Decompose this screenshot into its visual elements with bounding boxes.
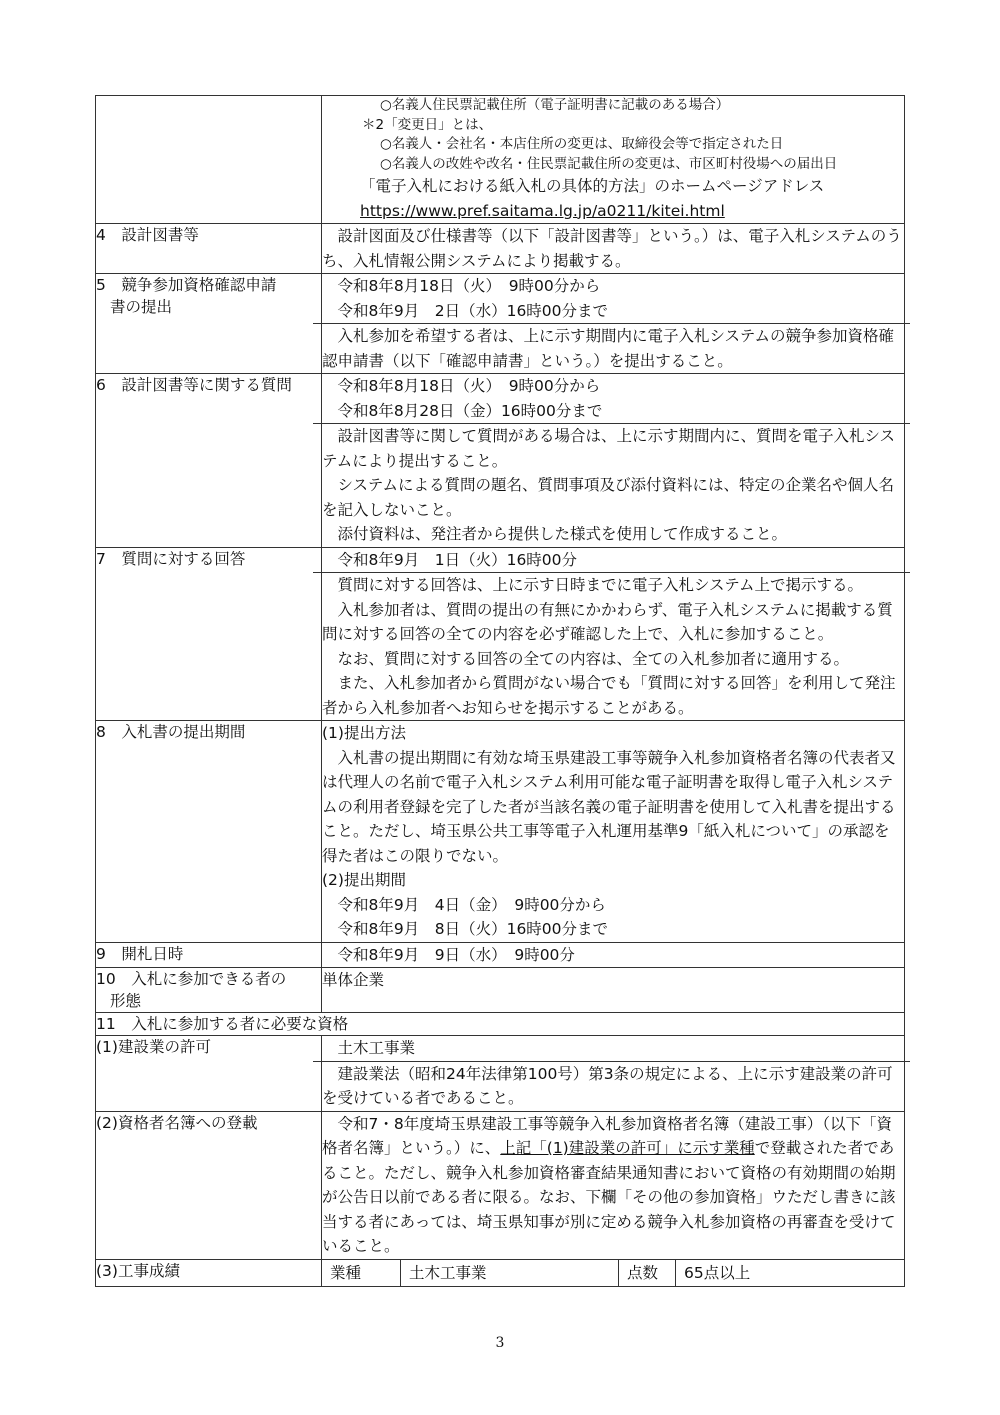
business-type: 土木工事業 — [337, 1039, 416, 1057]
row-label: 10 入札に参加できる者の — [96, 970, 287, 988]
note-line: ○名義人・会社名・本店住所の変更は、取締役会等で指定された日 — [380, 136, 784, 152]
content-cell — [322, 968, 905, 1013]
row-label-cell — [96, 968, 322, 1013]
row-label-cont: 書の提出 — [110, 298, 173, 316]
document-page — [95, 95, 905, 1287]
row-label: (1)建設業の許可 — [96, 1036, 322, 1112]
page-number: 3 — [495, 1335, 505, 1351]
sub-heading: (2)提出期間 — [322, 871, 406, 889]
text-part: で登載された者であること。ただし、競争入札参加資格審査結果通知書において資格の有効期間の始期が公告日以前である者に限る。なお、下欄「その他の参加資格」ウただし書きに該当する者にあっては、埼玉県知事が別に定める競争入札参加資格の再審査を受けていること。 — [322, 1139, 896, 1255]
sub-heading: (1)提出方法 — [322, 724, 406, 742]
content-cell — [322, 721, 905, 943]
notice-table — [95, 95, 905, 1287]
paragraph: また、入札参加者から質問がない場合でも「質問に対する回答」を利用して発注者から入札参加者へお知らせを掲示することがある。 — [322, 674, 896, 717]
period-from: 令和8年8月18日（火） 9時00分から — [337, 277, 601, 295]
paragraph: 入札書の提出期間に有効な埼玉県建設工事等競争入札参加資格者名簿の代表者又は代理人の名前で電子入札システム利用可能な電子証明書を取得し電子入札システムの利用者登録を完了した者が当該名義の電子証明書を使用して入札書を提出すること。ただし、埼玉県公共工事等電子入札運用基準9「紙入札について」の承認を得た者はこの限りでない。 — [322, 748, 896, 865]
table-row — [96, 374, 905, 548]
score-table — [322, 1260, 904, 1286]
score-value: 65点以上 — [676, 1260, 905, 1286]
paragraph: 添付資料は、発注者から提供した様式を使用して作成すること。 — [337, 525, 788, 543]
paragraph: 質問に対する回答は、上に示す日時までに電子入札システム上で掲示する。 — [337, 576, 863, 594]
opening-date: 令和8年9月 9日（水） 9時00分 — [337, 945, 575, 964]
content-cell — [322, 942, 905, 968]
note-line: ○名義人の改姓や改名・住民票記載住所の変更は、市区町村役場への届出日 — [380, 155, 838, 172]
content-cell — [322, 224, 905, 274]
row-label: (3)工事成績 — [96, 1259, 322, 1286]
note-line: ＊2「変更日」とは、 — [362, 116, 493, 133]
row-label: 8 入札書の提出期間 — [96, 721, 322, 943]
url-intro: 「電子入札における紙入札の具体的方法」のホームページアドレス — [360, 177, 825, 195]
table-row — [96, 96, 905, 224]
row-label-cont: 形態 — [110, 992, 142, 1010]
text-part: 令和7・8年度埼玉県建設工事等競争入札参加資格者名簿（建設工事）（以下「資格者名簿」という。）に、 — [322, 1114, 892, 1157]
empty-label-cell — [96, 96, 322, 224]
row-label: 6 設計図書等に関する質問 — [96, 374, 322, 548]
paragraph: 建設業法（昭和24年法律第100号）第3条の規定による、上に示す建設業の許可を受けている者であること。 — [322, 1064, 893, 1107]
answer-date: 令和8年9月 1日（火）16時00分 — [337, 550, 578, 569]
row-label: (2)資格者名簿への登載 — [96, 1111, 322, 1259]
row-label: 5 競争参加資格確認申請 — [96, 276, 277, 294]
paragraph: なお、質問に対する回答の全ての内容は、全ての入札参加者に適用する。 — [337, 649, 850, 668]
period-to: 令和8年9月 2日（水）16時00分まで — [337, 301, 609, 320]
paragraph: システムによる質問の題名、質問事項及び添付資料には、特定の企業名や個人名を記入しないこと。 — [322, 476, 894, 519]
content-cell — [322, 1259, 905, 1286]
paragraph: 入札参加を希望する者は、上に示す期間内に電子入札システムの競争参加資格確認申請書（以下「確認申請書」という。）を提出すること。 — [322, 327, 894, 370]
content-cell — [322, 274, 905, 374]
row-label: 7 質問に対する回答 — [96, 547, 322, 721]
period-from: 令和8年9月 4日（金） 9時00分から — [337, 895, 606, 914]
paragraph: 入札参加者は、質問の提出の有無にかかわらず、電子入札システムに掲載する質問に対する回答の全ての内容を必ず確認した上で、入札に参加すること。 — [322, 600, 893, 643]
table-row — [96, 1036, 905, 1112]
content-cell — [322, 96, 905, 224]
table-row — [96, 1013, 905, 1036]
table-row — [96, 721, 905, 943]
table-row — [96, 274, 905, 374]
period-to: 令和8年9月 8日（火）16時00分まで — [337, 920, 609, 938]
content-cell — [322, 1036, 905, 1112]
paragraph: 設計図面及び仕様書等（以下「設計図書等」という。）は、電子入札システムのうち、入札情報公開システムにより掲載する。 — [322, 227, 902, 270]
category-label: 業種 — [330, 1263, 362, 1282]
row-label: 9 開札日時 — [96, 942, 322, 968]
homepage-link[interactable]: https://www.pref.saitama.lg.jp/a0211/kitei.html — [360, 201, 725, 220]
paragraph — [322, 1112, 904, 1259]
table-row — [96, 1259, 905, 1286]
table-row — [96, 942, 905, 968]
underlined-text: 上記「(1)建設業の許可」に示す業種 — [500, 1139, 755, 1157]
table-row — [96, 1111, 905, 1259]
table-row — [96, 224, 905, 274]
table-row — [96, 547, 905, 721]
row-label-cell — [96, 274, 322, 374]
table-row — [96, 968, 905, 1013]
paragraph: 設計図書等に関して質問がある場合は、上に示す期間内に、質問を電子入札システムにより提出すること。 — [322, 427, 896, 470]
period-to: 令和8年8月28日（金）16時00分まで — [337, 401, 603, 420]
content-cell — [322, 547, 905, 721]
participation-form: 単体企業 — [322, 971, 385, 989]
score-label: 点数 — [619, 1260, 676, 1286]
category-value: 土木工事業 — [401, 1260, 619, 1286]
period-from: 令和8年8月18日（火） 9時00分から — [337, 377, 601, 395]
content-cell — [322, 374, 905, 548]
note-line: ○名義人住民票記載住所（電子証明書に記載のある場合） — [380, 97, 730, 113]
row-label: 4 設計図書等 — [96, 224, 322, 274]
content-cell — [322, 1111, 905, 1259]
section-heading: 11 入札に参加する者に必要な資格 — [96, 1013, 905, 1036]
